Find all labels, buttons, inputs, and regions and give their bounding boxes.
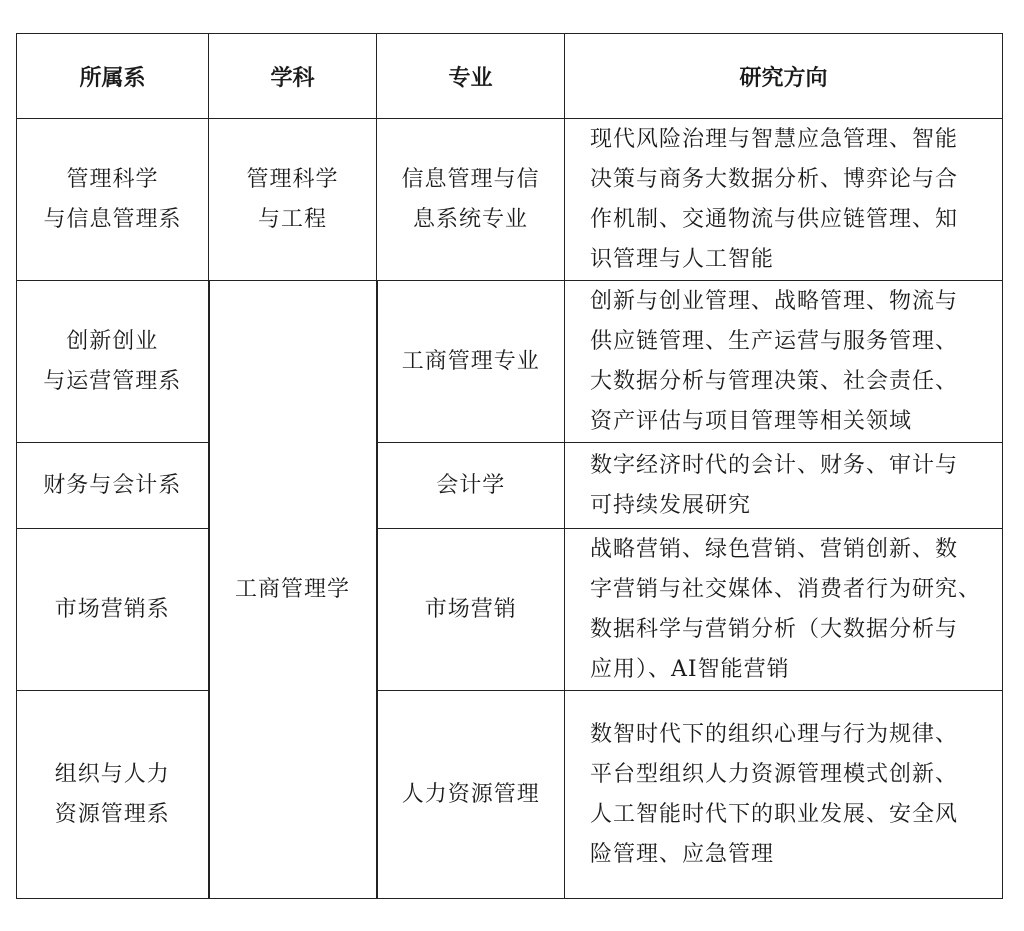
table-row [17,691,1003,899]
department-cell: 创新创业 与运营管理系 [17,281,209,443]
major-cell: 工商管理专业 [377,281,565,443]
major-cell: 人力资源管理 [377,691,565,899]
table-row [17,281,1003,443]
header-major: 专业 [377,34,565,119]
table-row [17,443,1003,529]
table-row [17,119,1003,281]
department-cell: 财务与会计系 [17,443,209,529]
major-cell: 信息管理与信 息系统专业 [377,119,565,281]
department-cell: 组织与人力 资源管理系 [17,691,209,899]
header-department: 所属系 [17,34,209,119]
research-directions-table [16,33,1003,899]
header-discipline: 学科 [209,34,377,119]
header-research: 研究方向 [565,34,1003,119]
research-cell: 现代风险治理与智慧应急管理、智能 决策与商务大数据分析、博弈论与合 作机制、交通物流与供应链管理、知 识管理与人工智能 [565,119,1003,281]
discipline-cell: 管理科学 与工程 [209,119,377,281]
discipline-cell-merged: 工商管理学 [209,281,377,899]
research-cell: 战略营销、绿色营销、营销创新、数 字营销与社交媒体、消费者行为研究、 数据科学与营销分析（大数据分析与 应用）、AI智能营销 [565,529,1003,691]
department-cell: 管理科学 与信息管理系 [17,119,209,281]
header-row [17,34,1003,119]
research-cell: 创新与创业管理、战略管理、物流与 供应链管理、生产运营与服务管理、 大数据分析与管理决策、社会责任、 资产评估与项目管理等相关领域 [565,281,1003,443]
research-cell: 数字经济时代的会计、财务、审计与 可持续发展研究 [565,443,1003,529]
research-cell: 数智时代下的组织心理与行为规律、 平台型组织人力资源管理模式创新、 人工智能时代下的职业发展、安全风 险管理、应急管理 [565,691,1003,899]
department-cell: 市场营销系 [17,529,209,691]
major-cell: 会计学 [377,443,565,529]
major-cell: 市场营销 [377,529,565,691]
table-row [17,529,1003,691]
